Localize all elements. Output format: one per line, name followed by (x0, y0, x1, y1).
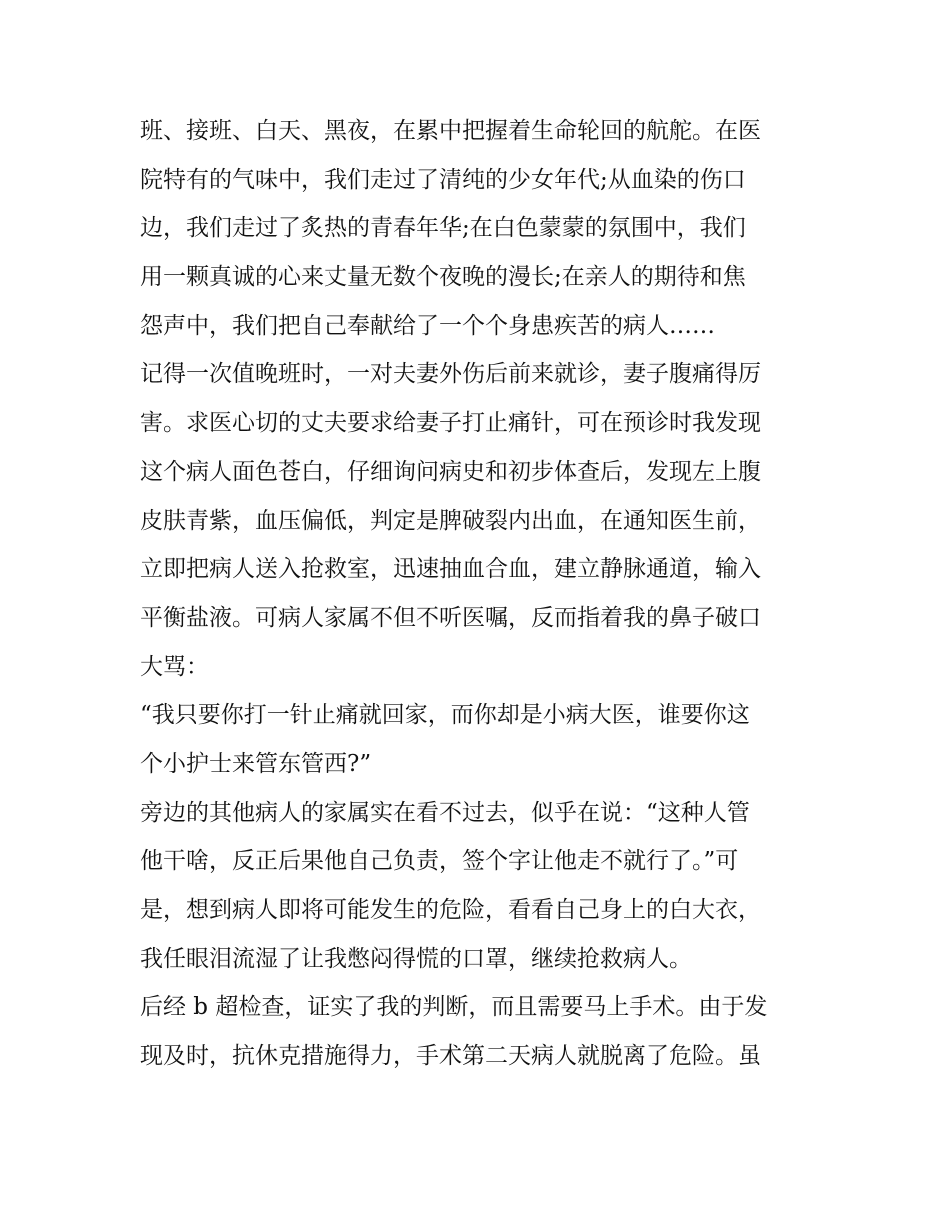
text-line: 怨声中，我们把自己奉献给了一个个身患疾苦的病人…… (140, 312, 715, 339)
text-line: 平衡盐液。可病人家属不但不听医嘱，反而指着我的鼻子破口 (140, 604, 761, 631)
text-line: 后经 b 超检查，证实了我的判断，而且需要马上手术。由于发 (140, 994, 768, 1021)
text-line: 立即把病人送入抢救室，迅速抽血合血，建立静脉通道，输入 (140, 556, 761, 583)
text-line: 他干啥，反正后果他自己负责，签个字让他走不就行了。”可 (140, 848, 739, 875)
text-line: 是，想到病人即将可能发生的危险，看看自己身上的白大衣， (140, 897, 761, 923)
text-line: 班、接班、白天、黑夜，在累中把握着生命轮回的航舵。在医 (140, 118, 761, 144)
text-line: 个小护士来管东管西?” (140, 750, 372, 777)
text-line: 我任眼泪流湿了让我憋闷得慌的口罩，继续抢救病人。 (140, 945, 692, 972)
text-line: 院特有的气味中，我们走过了清纯的少女年代;从血染的伤口 (140, 166, 746, 193)
document-body (140, 107, 812, 1081)
text-line: 用一颗真诚的心来丈量无数个夜晚的漫长;在亲人的期待和焦 (140, 264, 746, 291)
text-line: 皮肤青紫，血压偏低，判定是脾破裂内出血，在通知医生前， (140, 507, 761, 534)
text-line: 边，我们走过了炙热的青春年华;在白色蒙蒙的氛围中，我们 (140, 215, 746, 242)
text-line: 记得一次值晚班时，一对夫妻外伤后前来就诊，妻子腹痛得厉 (140, 361, 761, 388)
text-line: 旁边的其他病人的家属实在看不过去，似乎在说：“这种人管 (140, 799, 750, 826)
text-line: 这个病人面色苍白，仔细询问病史和初步体查后，发现左上腹 (140, 458, 761, 485)
text-line: 现及时，抗休克措施得力，手术第二天病人就脱离了危险。虽 (140, 1043, 761, 1070)
text-line: 大骂： (140, 653, 209, 680)
text-line: 害。求医心切的丈夫要求给妻子打止痛针，可在预诊时我发现 (140, 410, 761, 437)
text-line: “我只要你打一针止痛就回家，而你却是小病大医，谁要你这 (140, 702, 750, 729)
